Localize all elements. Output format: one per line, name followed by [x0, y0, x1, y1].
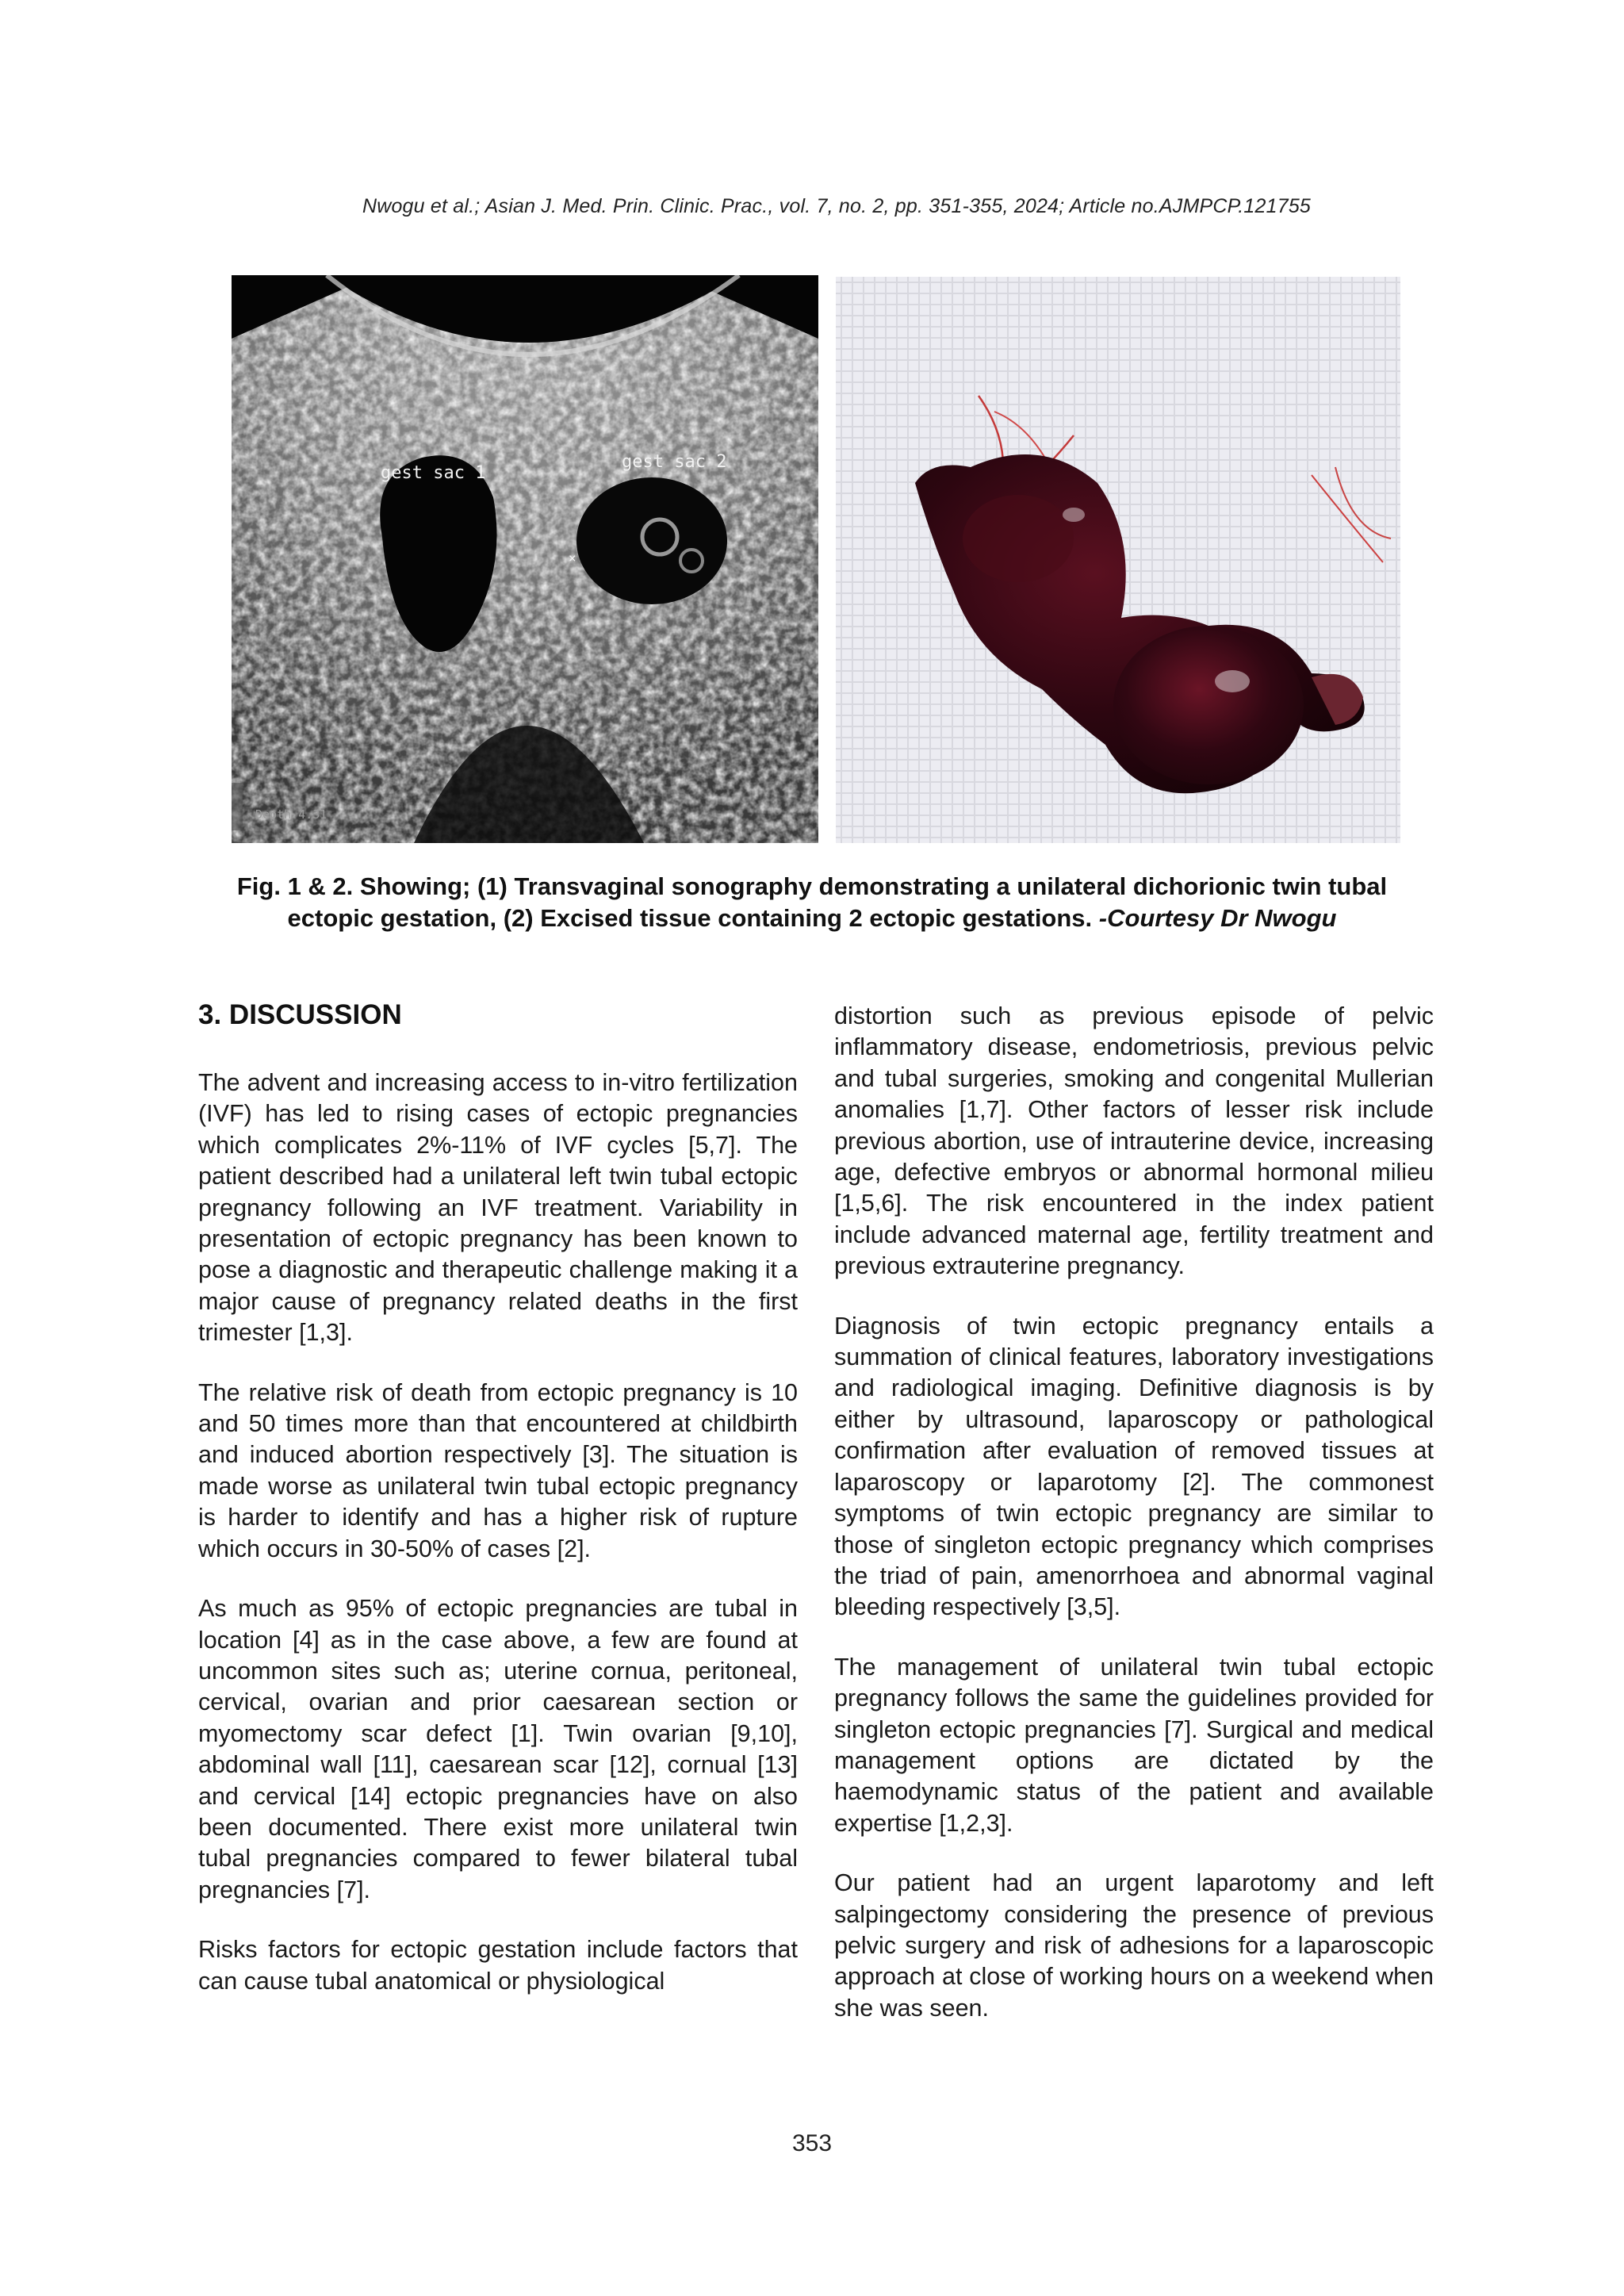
gest-sac-1-label: gest sac 1 — [381, 463, 486, 483]
gest-sac-2-label: gest sac 2 — [622, 452, 727, 472]
paragraph: Diagnosis of twin ectopic pregnancy entails a summation of clinical features, laboratory investigations and radiological imaging. Definitive diagnosis is by either by ultrasound, laparoscopy or pathological confirmation after evaluation of removed tissues at laparoscopy or laparotomy [2]. The commonest symptoms of twin ectopic pregnancy are similar to those of singleton ectopic pregnancy which comprises the triad of pain, amenorrhoea and abnormal vaginal bleeding respectively [3,5]. — [834, 1312, 1434, 1621]
paragraph: distortion such as previous episode of pelvic inflammatory disease, endometriosis, previous pelvic and tubal surgeries, smoking and congenital Mullerian anomalies [1,7]. Other factors of lesser risk include previous abortion, use of intrauterine device, increasing age, defective embryos or abnormal hormonal milieu [1,5,6]. The risk encountered in the index patient include advanced maternal age, fertility treatment and previous extrauterine pregnancy. — [834, 1002, 1434, 1280]
left-column — [198, 998, 798, 2026]
figure-caption — [198, 871, 1426, 934]
ultrasound-image — [232, 275, 818, 843]
paragraph: The advent and increasing access to in-vitro fertilization (IVF) has led to rising cases of ectopic pregnancies which complicates 2%-11% of IVF cycles [5,7]. The patient described had a unilateral left twin tubal ectopic pregnancy following an IVF treatment. Variability in presentation of ectopic pregnancy has been known to pose a diagnostic and therapeutic challenge making it a major cause of pregnancy related deaths in the first trimester [1,3]. — [198, 1069, 798, 1347]
caption-text: Fig. 1 & 2. Showing; (1) Transvaginal sonography demonstrating a unilateral dichorionic twin tubal ectopic gestation, (2) Excised tissue containing 2 ectopic gestations. — [236, 872, 1388, 932]
svg-text:×: × — [569, 550, 576, 565]
excised-tissue-figure — [836, 277, 1400, 843]
paragraph: Risks factors for ectopic gestation include factors that can cause tubal anatomical or physiological — [198, 1936, 798, 1995]
running-header: Nwogu et al.; Asian J. Med. Prin. Clinic. Prac., vol. 7, no. 2, pp. 351-355, 2024; Article no.AJMPCP.121755 — [362, 195, 1312, 217]
right-column — [834, 1001, 1434, 2053]
caption-courtesy: -Courtesy Dr Nwogu — [1098, 904, 1337, 932]
section-heading: 3. DISCUSSION — [198, 999, 402, 1030]
page-number: 353 — [791, 2130, 833, 2156]
ultrasound-figure — [232, 275, 818, 843]
paragraph: The management of unilateral twin tubal ectopic pregnancy follows the same the guidelines provided for singleton ectopic pregnancies [7]. Surgical and medical management options are dictated by the haemodynamic status of the patient and available expertise [1,2,3]. — [834, 1653, 1434, 1837]
depth-readout: Depth 4.31 — [255, 807, 327, 822]
excised-tissue-image — [836, 277, 1400, 843]
paragraph: Our patient had an urgent laparotomy and left salpingectomy considering the presence of previous pelvic surgery and risk of adhesions for a laparoscopic approach at close of working hours on a weekend when she was seen. — [834, 1869, 1434, 2022]
paragraph: The relative risk of death from ectopic pregnancy is 10 and 50 times more than that encountered at childbirth and induced abortion respectively [3]. The situation is made worse as unilateral twin tubal ectopic pregnancy is harder to identify and has a higher risk of rupture which occurs in 30-50% of cases [2]. — [198, 1378, 798, 1562]
paragraph: As much as 95% of ectopic pregnancies are tubal in location [4] as in the case above, a few are found at uncommon sites such as; uterine cornua, peritoneal, cervical, ovarian and prior caesarean section or myomectomy scar defect [1]. Twin ovarian [9,10], abdominal wall [11], caesarean scar [12], cornual [13] and cervical [14] ectopic pregnancies have on also been documented. There exist more unilateral twin tubal pregnancies compared to fewer bilateral tubal pregnancies [7]. — [198, 1595, 798, 1903]
